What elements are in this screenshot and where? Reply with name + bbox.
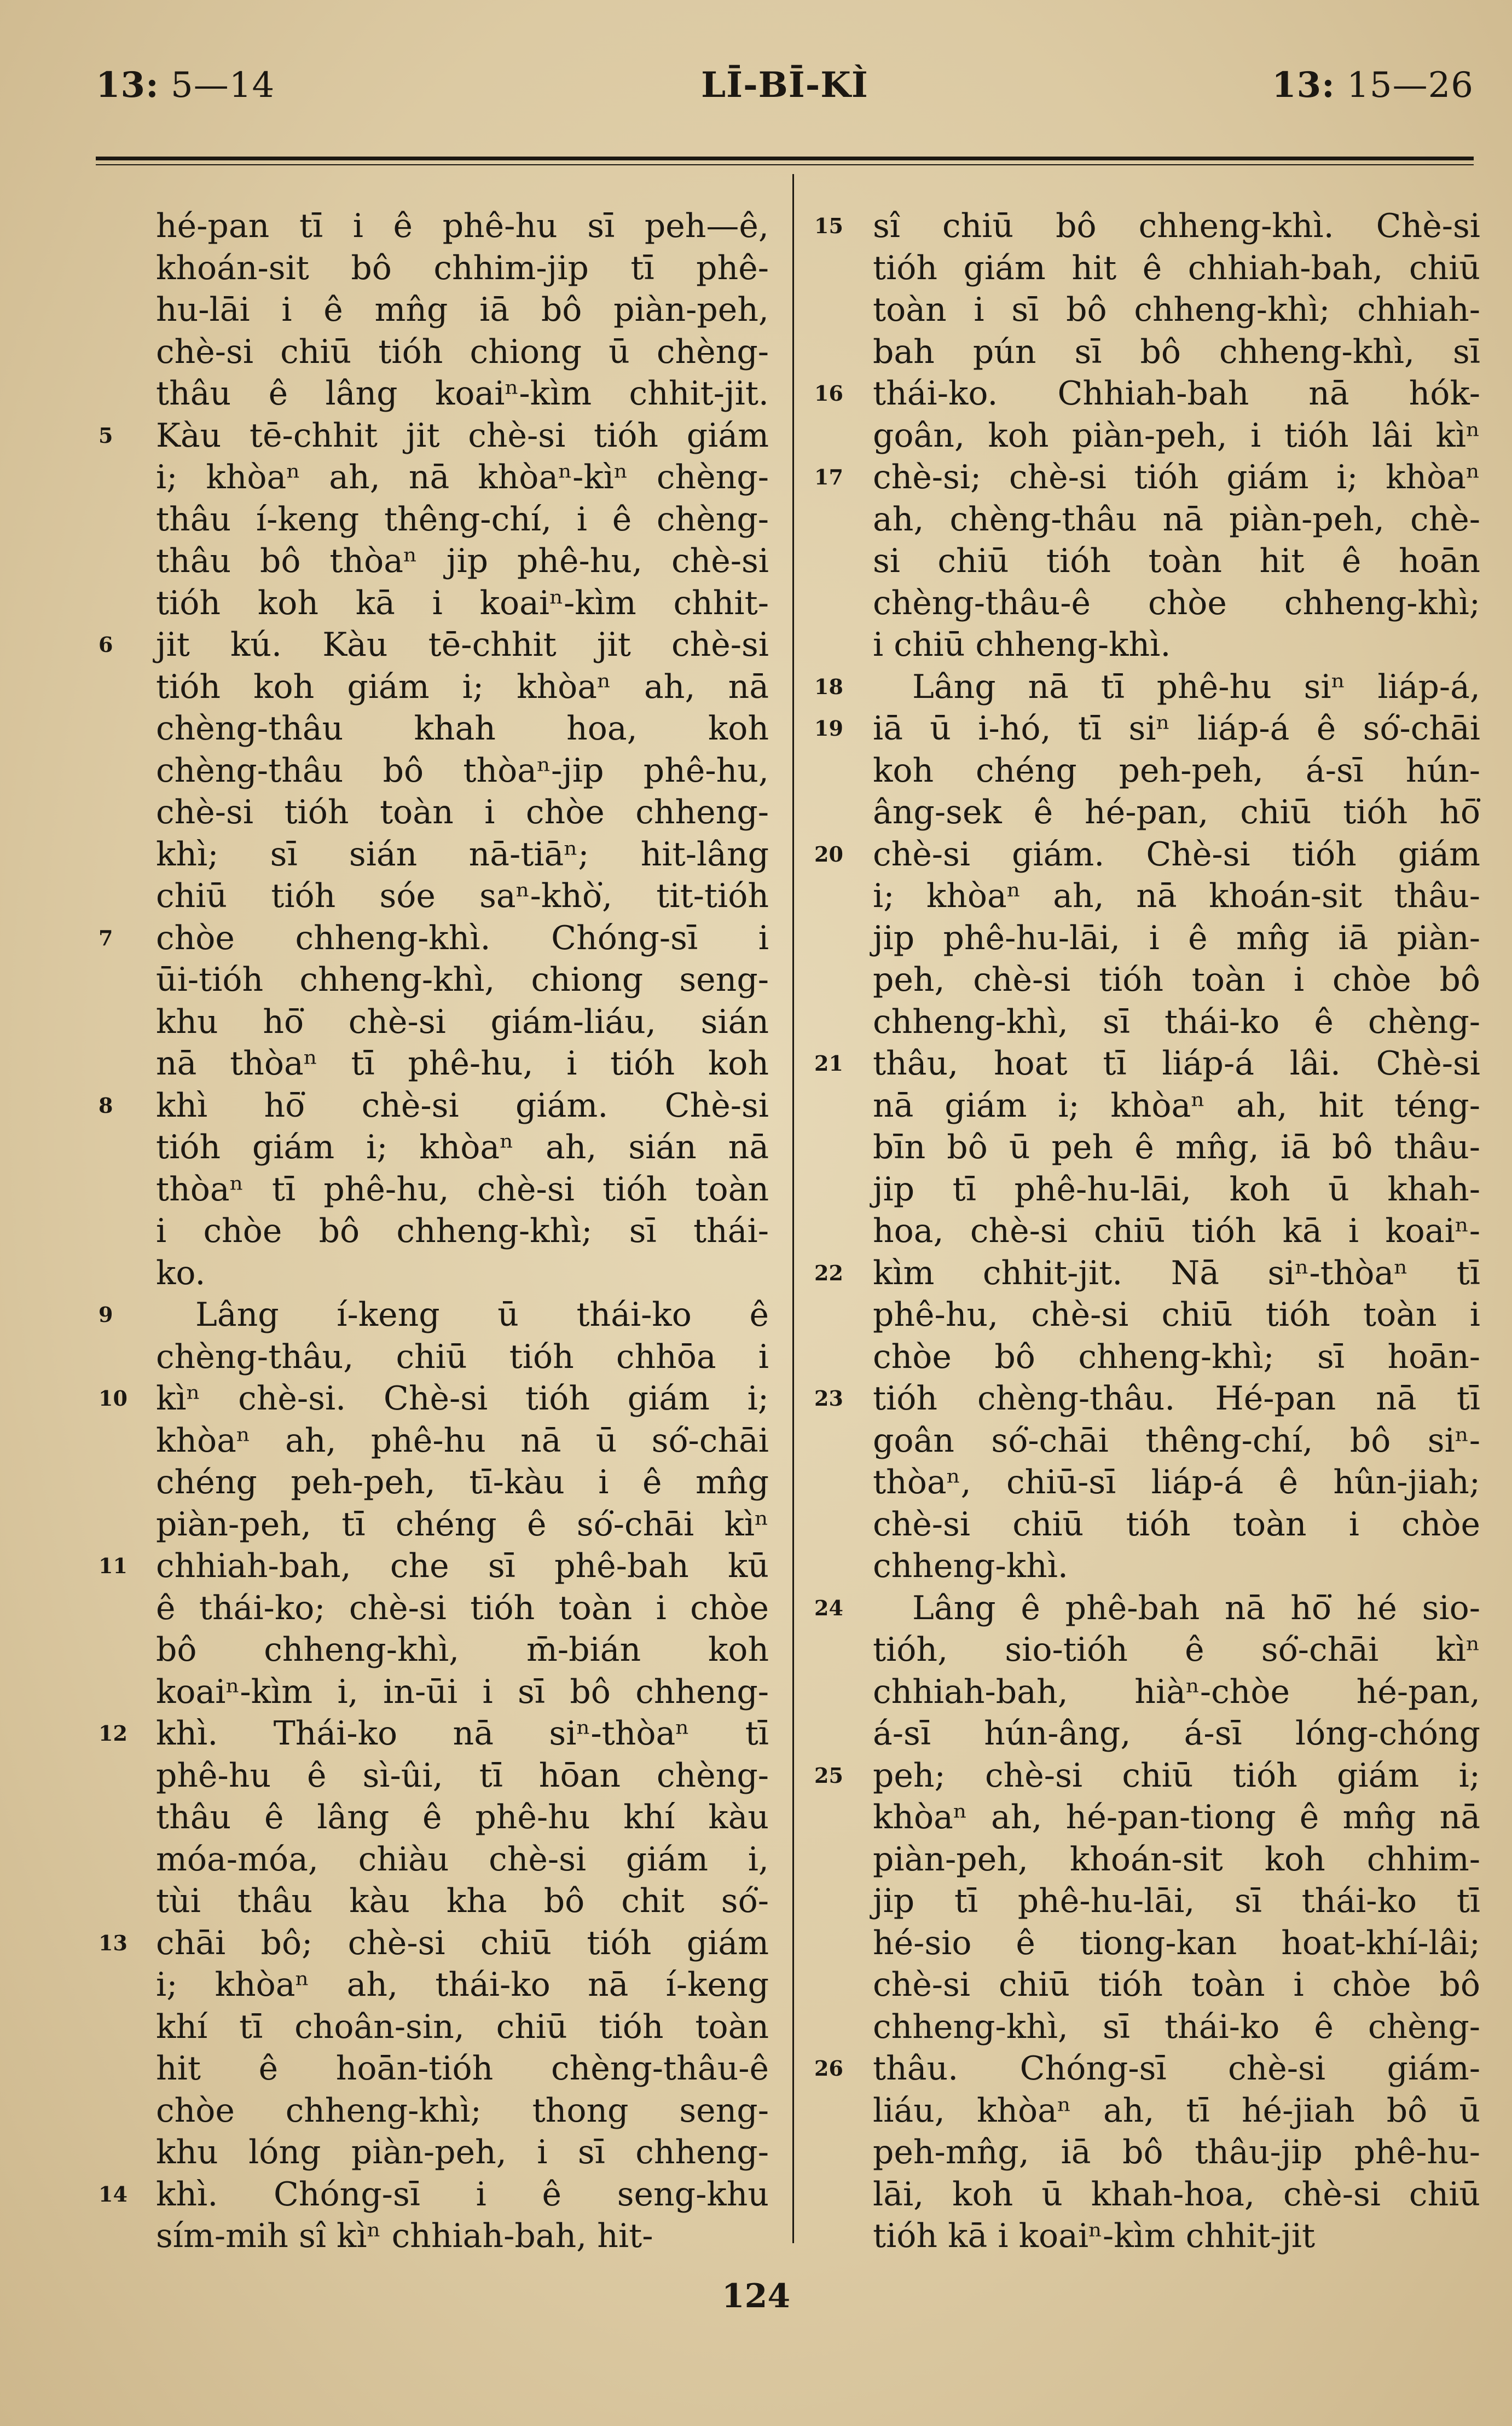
text-line: chòe chheng-khì; thong seng-: [156, 2091, 769, 2130]
text-line: thâu ê lâng ê phê-hu khí kàu: [156, 1798, 769, 1836]
left-column: [156, 205, 769, 2257]
text-line: i chiū chheng-khì.: [873, 626, 1171, 664]
text-line: móa-móa, chiàu chè-si giám i,: [156, 1840, 769, 1879]
text-line: thâu, hoat tī liáp-á lâi. Chè-si: [873, 1044, 1480, 1083]
text-line: si chiū tióh toàn hit ê hoān: [873, 542, 1480, 580]
header-left-reference: 13: 5—14: [96, 65, 275, 106]
header-right-reference: 13: 15—26: [1272, 65, 1474, 106]
text-line: khì; sī sián nā-tiāⁿ; hit-lâng: [156, 835, 769, 874]
verse-number: 25: [814, 1763, 843, 1788]
right-column: [873, 205, 1480, 2257]
text-line: chòe chheng-khì. Chóng-sī i: [156, 919, 769, 957]
text-line: hoa, chè-si chiū tióh kā i koaiⁿ-: [873, 1212, 1480, 1250]
text-line: khu hō͘ chè-si giám-liáu, sián: [156, 1002, 769, 1041]
text-line: jip phê-hu-lāi, i ê mn̂g iā piàn-: [873, 919, 1480, 957]
verse-number: 11: [99, 1553, 128, 1578]
text-line: tùi thâu kàu kha bô chit só͘-: [156, 1882, 769, 1920]
text-line: khì. Thái-ko nā siⁿ-thòaⁿ tī: [156, 1714, 769, 1753]
verse-number: 7: [99, 925, 113, 950]
text-line: Kàu tē-chhit jit chè-si tióh giám: [156, 416, 769, 455]
text-line: i; khòaⁿ ah, nā khoán-sit thâu-: [873, 877, 1480, 915]
text-line: khòaⁿ ah, phê-hu nā ū só͘-chāi: [156, 1421, 769, 1460]
text-line: chéng peh-peh, tī-kàu i ê mn̂g: [156, 1463, 769, 1501]
text-line: tióh, sio-tióh ê só͘-chāi kìⁿ: [873, 1631, 1480, 1669]
text-line: tióh giám i; khòaⁿ ah, sián nā: [156, 1128, 769, 1166]
text-line: chheng-khì.: [873, 1547, 1068, 1585]
text-line: chòe bô chheng-khì; sī hoān-: [873, 1337, 1480, 1376]
text-line: thâu. Chóng-sī chè-si giám-: [873, 2049, 1480, 2088]
text-line: thái-ko. Chhiah-bah nā hók-: [873, 374, 1480, 413]
column-divider: [792, 174, 794, 2243]
text-line: khì. Chóng-sī i ê seng-khu: [156, 2175, 769, 2214]
text-line: chè-si; chè-si tióh giám i; khòaⁿ: [873, 458, 1480, 496]
verse-number: 8: [99, 1093, 113, 1118]
text-line: tióh kā i koaiⁿ-kìm chhit-jit: [873, 2217, 1316, 2255]
text-line: âng-sek ê hé-pan, chiū tióh hō͘: [873, 793, 1480, 831]
text-line: ah, chèng-thâu nā piàn-peh, chè-: [873, 500, 1480, 539]
text-line: hu-lāi i ê mn̂g iā bô piàn-peh,: [156, 291, 769, 329]
text-line: chè-si tióh toàn i chòe chheng-: [156, 793, 769, 831]
text-line: á-sī hún-âng, á-sī lóng-chóng: [873, 1714, 1480, 1753]
verse-number: 24: [814, 1595, 843, 1620]
text-line: i; khòaⁿ ah, thái-ko nā í-keng: [156, 1966, 769, 2004]
text-line: goân, koh piàn-peh, i tióh lâi kìⁿ: [873, 416, 1480, 455]
verse-number: 16: [814, 381, 843, 406]
text-line: piàn-peh, tī chéng ê só͘-chāi kìⁿ: [156, 1505, 769, 1544]
text-line: chhiah-bah, hiàⁿ-chòe hé-pan,: [873, 1672, 1480, 1711]
text-line: piàn-peh, khoán-sit koh chhim-: [873, 1840, 1480, 1879]
text-line: ko.: [156, 1254, 206, 1292]
verse-number: 20: [814, 841, 843, 867]
text-line: kìⁿ chè-si. Chè-si tióh giám i;: [156, 1379, 769, 1418]
text-line: chheng-khì, sī thái-ko ê chèng-: [873, 1002, 1480, 1041]
text-line: koh chéng peh-peh, á-sī hún-: [873, 751, 1480, 790]
text-line: sî chiū bô chheng-khì. Chè-si: [873, 207, 1480, 245]
text-line: toàn i sī bô chheng-khì; chhiah-: [873, 291, 1480, 329]
text-line: thòaⁿ, chiū-sī liáp-á ê hûn-jiah;: [873, 1463, 1480, 1501]
text-line: chāi bô; chè-si chiū tióh giám: [156, 1924, 769, 1962]
text-line: koaiⁿ-kìm i, in-ūi i sī bô chheng-: [156, 1672, 769, 1711]
verse-number: 14: [99, 2181, 128, 2206]
text-line: peh, chè-si tióh toàn i chòe bô: [873, 961, 1480, 999]
verse-number: 19: [814, 716, 843, 741]
text-line: jit kú. Kàu tē-chhit jit chè-si: [156, 626, 769, 664]
text-line: tióh koh kā i koaiⁿ-kìm chhit-: [156, 584, 769, 622]
running-header: [96, 65, 1474, 114]
page-number: 124: [721, 2277, 791, 2315]
verse-number: 15: [814, 213, 843, 238]
text-line: tióh giám hit ê chhiah-bah, chiū: [873, 249, 1480, 287]
text-line: chiū tióh sóe saⁿ-khò͘, tit-tióh: [156, 877, 769, 915]
verse-number: 6: [99, 632, 113, 657]
text-line: Lâng ê phê-bah nā hō͘ hé sio-: [912, 1589, 1480, 1627]
text-line: hé-sio ê tiong-kan hoat-khí-lâi;: [873, 1924, 1480, 1962]
text-line: bīn bô ū peh ê mn̂g, iā bô thâu-: [873, 1128, 1480, 1166]
verse-number: 18: [814, 674, 843, 699]
text-line: khòaⁿ ah, hé-pan-tiong ê mn̂g nā: [873, 1798, 1480, 1836]
text-line: iā ū i-hó, tī siⁿ liáp-á ê só͘-chāi: [873, 709, 1480, 748]
text-line: khí tī choân-sin, chiū tióh toàn: [156, 2007, 769, 2046]
text-line: peh-mn̂g, iā bô thâu-jip phê-hu-: [873, 2133, 1480, 2171]
verse-number: 23: [814, 1386, 843, 1411]
verse-number: 22: [814, 1260, 843, 1285]
verse-number: 12: [99, 1721, 128, 1746]
text-line: nā thòaⁿ tī phê-hu, i tióh koh: [156, 1044, 769, 1083]
text-line: Lâng í-keng ū thái-ko ê: [195, 1296, 769, 1334]
text-line: ê thái-ko; chè-si tióh toàn i chòe: [156, 1589, 769, 1627]
text-line: jip tī phê-hu-lāi, sī thái-ko tī: [873, 1882, 1480, 1920]
text-line: Lâng nā tī phê-hu siⁿ liáp-á,: [912, 667, 1480, 706]
text-line: chè-si chiū tióh chiong ū chèng-: [156, 332, 769, 371]
text-line: bô chheng-khì, m̄-bián koh: [156, 1631, 769, 1669]
text-line: thâu bô thòaⁿ jip phê-hu, chè-si: [156, 542, 769, 580]
text-line: jip tī phê-hu-lāi, koh ū khah-: [873, 1170, 1480, 1209]
text-line: chheng-khì, sī thái-ko ê chèng-: [873, 2007, 1480, 2046]
text-line: chèng-thâu, chiū tióh chhōa i: [156, 1337, 769, 1376]
verse-number: 26: [814, 2056, 843, 2081]
text-line: phê-hu, chè-si chiū tióh toàn i: [873, 1296, 1480, 1334]
text-line: goân só͘-chāi thêng-chí, bô siⁿ-: [873, 1421, 1480, 1460]
text-line: khì hō͘ chè-si giám. Chè-si: [156, 1086, 769, 1125]
text-line: nā giám i; khòaⁿ ah, hit téng-: [873, 1086, 1480, 1125]
verse-number: 5: [99, 423, 113, 448]
text-line: lāi, koh ū khah-hoa, chè-si chiū: [873, 2175, 1480, 2214]
text-line: liáu, khòaⁿ ah, tī hé-jiah bô ū: [873, 2091, 1480, 2130]
text-line: sím-mih sî kìⁿ chhiah-bah, hit-: [156, 2217, 653, 2255]
text-line: hé-pan tī i ê phê-hu sī peh—ê,: [156, 207, 769, 245]
text-line: ūi-tióh chheng-khì, chiong seng-: [156, 961, 769, 999]
text-line: chhiah-bah, che sī phê-bah kū: [156, 1547, 769, 1585]
text-line: chèng-thâu-ê chòe chheng-khì;: [873, 584, 1480, 622]
book-title: LĪ-BĪ-KÌ: [701, 65, 868, 106]
verse-number: 21: [814, 1051, 843, 1076]
text-line: phê-hu ê sì-ûi, tī hōan chèng-: [156, 1756, 769, 1795]
text-line: chè-si chiū tióh toàn i chòe: [873, 1505, 1480, 1544]
header-rule-thin: [96, 164, 1474, 165]
text-line: peh; chè-si chiū tióh giám i;: [873, 1756, 1480, 1795]
text-line: hit ê hoān-tióh chèng-thâu-ê: [156, 2049, 769, 2088]
text-line: tióh koh giám i; khòaⁿ ah, nā: [156, 667, 769, 706]
verse-number: 9: [99, 1302, 113, 1327]
verse-number: 17: [814, 465, 843, 489]
text-line: khoán-sit bô chhim-jip tī phê-: [156, 249, 769, 287]
text-line: chèng-thâu bô thòaⁿ-jip phê-hu,: [156, 751, 769, 790]
verse-number: 10: [99, 1386, 128, 1411]
text-line: thâu ê lâng koaiⁿ-kìm chhit-jit.: [156, 374, 769, 413]
text-line: kìm chhit-jit. Nā siⁿ-thòaⁿ tī: [873, 1254, 1480, 1292]
text-line: chèng-thâu khah hoa, koh: [156, 709, 769, 748]
text-line: thòaⁿ tī phê-hu, chè-si tióh toàn: [156, 1170, 769, 1209]
text-line: chè-si chiū tióh toàn i chòe bô: [873, 1966, 1480, 2004]
verse-number: 13: [99, 1930, 128, 1955]
text-line: khu lóng piàn-peh, i sī chheng-: [156, 2133, 769, 2171]
header-rule: [96, 157, 1474, 160]
text-line: thâu í-keng thêng-chí, i ê chèng-: [156, 500, 769, 539]
text-line: tióh chèng-thâu. Hé-pan nā tī: [873, 1379, 1480, 1418]
text-line: i chòe bô chheng-khì; sī thái-: [156, 1212, 769, 1250]
text-line: bah pún sī bô chheng-khì, sī: [873, 332, 1480, 371]
text-line: i; khòaⁿ ah, nā khòaⁿ-kìⁿ chèng-: [156, 458, 769, 496]
text-line: chè-si giám. Chè-si tióh giám: [873, 835, 1480, 874]
